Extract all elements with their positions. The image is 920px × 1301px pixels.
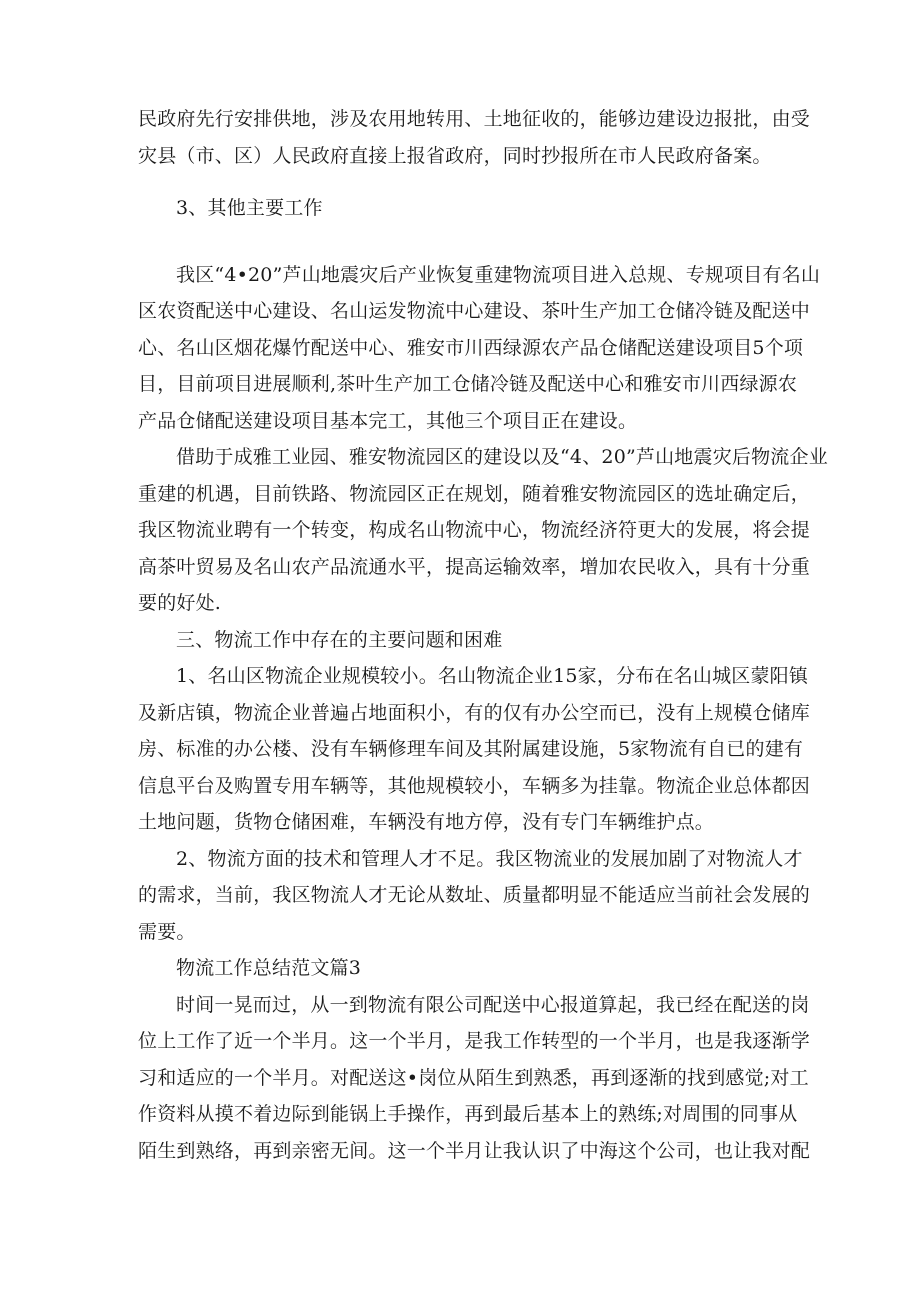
text-line: 民政府先行安排供地，涉及农用地转用、土地征收的，能够边建设边报批，由受 [138, 108, 811, 130]
text-line: 借助于成雅工业园、雅安物流园区的建设以及“4、20”芦山地震灾后物流企业 [176, 446, 828, 468]
text-line: 的需求，当前，我区物流人才无论从数址、质量都明显不能适应当前社会发展的 [138, 884, 811, 906]
text-line: 灾县（市、区）人民政府直接上报省政府，同时抄报所在市人民政府备案。 [138, 144, 772, 167]
text-line: 位上工作了近一个半月。这一个半月，是我工作转型的一个半月，也是我逐渐学 [138, 1030, 811, 1052]
paragraph-logistics-park [138, 439, 828, 622]
text-line: 我区“4•20”芦山地震灾后产业恢复重建物流项目进入总规、专规项目有名山 [176, 263, 821, 286]
text-line: 陌生到熟络，再到亲密无间。这一个半月让我认识了中海这个公司，也让我对配 [138, 1139, 811, 1162]
text-line: 房、标准的办公楼、没有车辆修理车间及其附属建设施，5家物流有自已的建有 [138, 738, 804, 760]
text-line: 高茶叶贸易及名山农产品流通水平，提高运输效率，增加农民收入，具有十分重 [138, 555, 811, 578]
text-line: 1、名山区物流企业规模较小。名山物流企业15家，分布在名山城区蒙阳镇 [176, 665, 809, 687]
paragraph-land-supply [138, 101, 811, 174]
text-line: 需要。 [138, 920, 196, 943]
text-line: 我区物流业聘有一个转变，构成名山物流中心，物流经济符更大的发展，将会提 [138, 519, 811, 541]
document-page [138, 101, 828, 1169]
text-line: 产品仓储配送建设项目基本完工，其他三个项目正在建设。 [138, 409, 638, 432]
paragraph-reconstruction-projects [138, 257, 821, 440]
text-line: 2、物流方面的技术和管理人才不足。我区物流业的发展加剧了对物流人才 [176, 847, 803, 870]
text-line: 重建的机遇，目前铁路、物流园区正在规划，随着雅安物流园区的选址确定后， [138, 482, 811, 505]
text-line: 土地问题，货物仓储困难，车辆没有地方停，没有专门车辆维护点。 [138, 811, 715, 833]
text-line: 及新店镇，物流企业普遍占地面积小，有的仅有办公空而已，没有上规模仓储库 [138, 701, 811, 724]
text-line: 区农资配送中心建设、名山运发物流中心建设、茶叶生产加工仓储冷链及配送中 [138, 300, 811, 322]
paragraph-talent-shortage [138, 841, 811, 951]
paragraph-work-summary [138, 987, 811, 1170]
text-line: 信息平台及购置专用车辆等，其他规模较小，车辆多为挂靠。物流企业总体都因 [138, 774, 811, 797]
article-heading: 物流工作总结范文篇3 [176, 957, 362, 979]
section-heading-other-work: 3、其他主要工作 [176, 197, 323, 219]
text-line: 时间一晃而过，从一到物流有限公司配送中心报道算起，我已经在配送的岗 [176, 993, 810, 1016]
text-line: 要的好处. [138, 592, 222, 614]
text-line: 作资料从摸不着边际到能锅上手操作，再到最后基本上的熟练;对周围的同事从 [138, 1103, 798, 1125]
text-line: 心、名山区烟花爆竹配送中心、雅安市川西绿源农产品仓储配送建设项目5个项 [138, 336, 804, 359]
text-line: 目，目前项目进展顺利,茶叶生产加工仓储冷链及配送中心和雅安市川西绿源农 [138, 373, 798, 395]
section-heading-problems: 三、物流工作中存在的主要问题和困难 [176, 628, 503, 651]
text-line: 习和适应的一个半月。对配送这•岗位从陌生到熟悉，再到逐渐的找到感觉;对工 [138, 1066, 809, 1089]
paragraph-small-scale [138, 658, 811, 841]
